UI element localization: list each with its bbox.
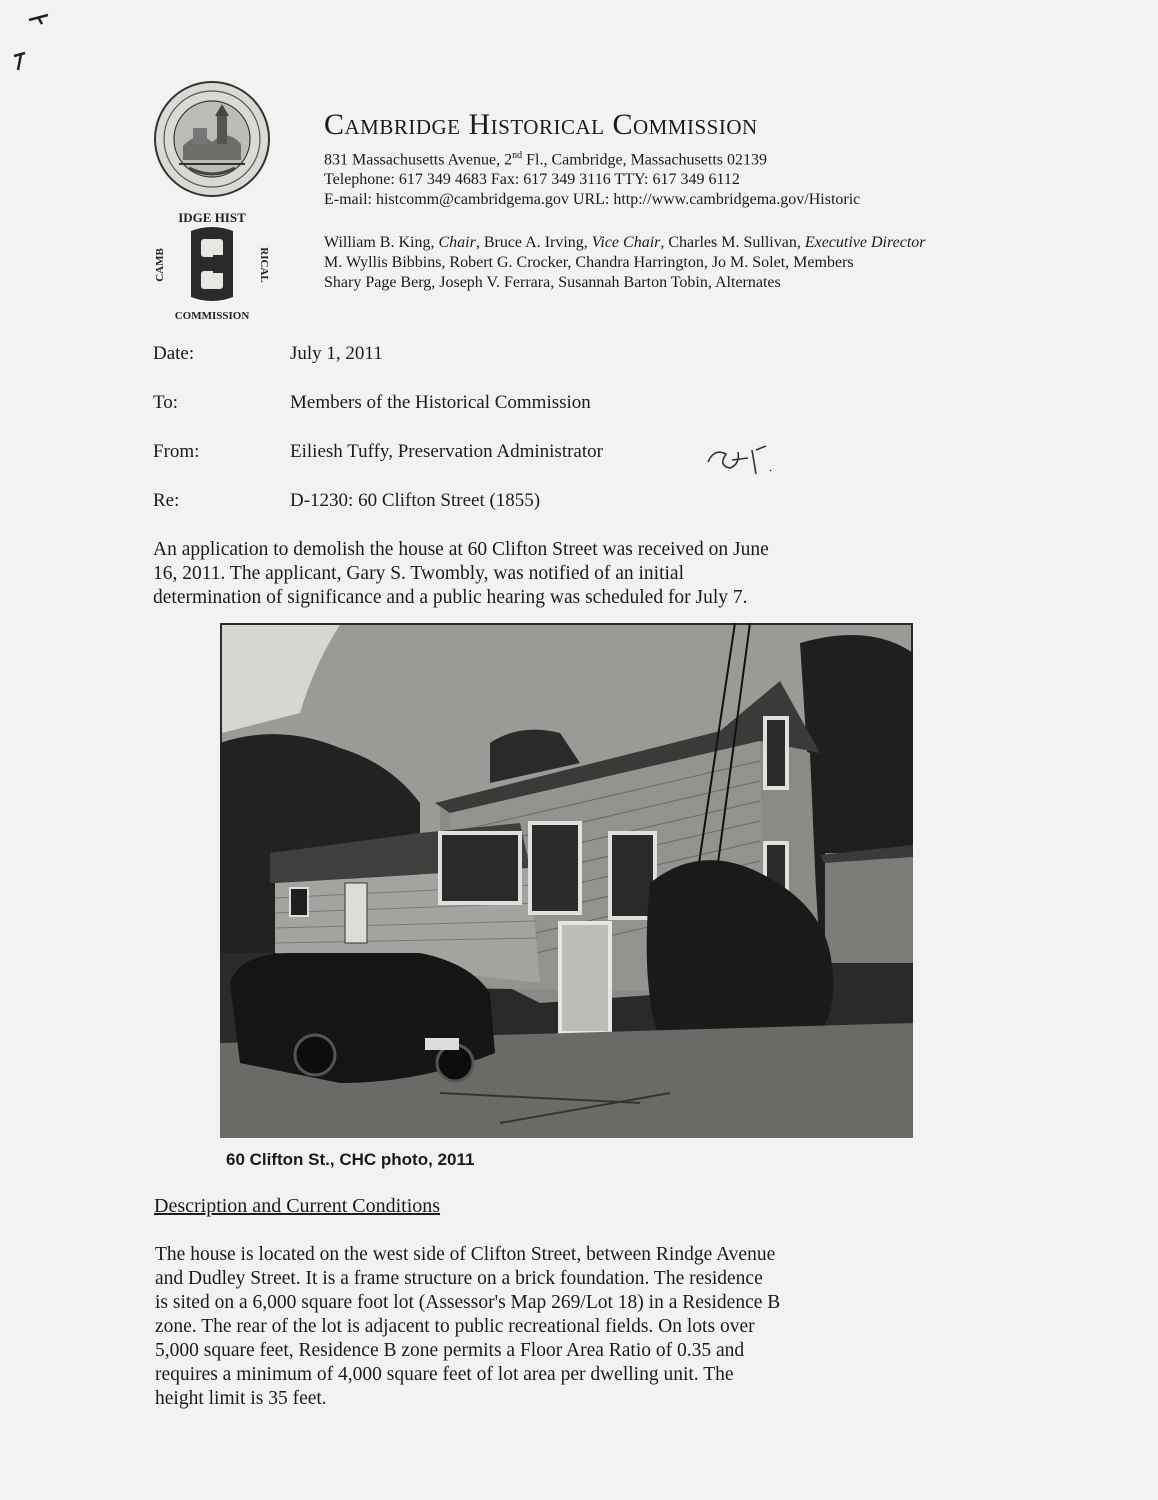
date-label: Date:: [153, 343, 195, 364]
re-value: D-1230: 60 Clifton Street (1855): [290, 490, 541, 511]
officers-line: [324, 233, 926, 253]
description-line: zone. The rear of the lot is adjacent to public recreational fields. On lots over: [155, 1316, 755, 1337]
email-url-line: E-mail: histcomm@cambridgema.gov URL: http://www.cambridgema.gov/Historic: [324, 191, 861, 209]
description-line: requires a minimum of 4,000 square feet of lot area per dwelling unit. The: [155, 1364, 734, 1385]
exec-name: , Charles M. Sullivan,: [660, 234, 805, 251]
description-line: The house is located on the west side of Clifton Street, between Rindge Avenue: [155, 1244, 776, 1265]
logo-text-top: IDGE HIST: [178, 210, 246, 225]
description-line: height limit is 35 feet.: [155, 1388, 327, 1409]
commission-logo: [153, 205, 271, 323]
photo-caption: 60 Clifton St., CHC photo, 2011: [226, 1150, 475, 1169]
from-label: From:: [153, 441, 200, 462]
phone-line: Telephone: 617 349 4683 Fax: 617 349 3116 TTY: 617 349 6112: [324, 171, 740, 189]
section-heading: Description and Current Conditions: [154, 1195, 441, 1217]
scan-mark: [28, 12, 50, 26]
intro-line: An application to demolish the house at 60 Clifton Street was received on June: [153, 539, 769, 560]
re-label: Re:: [153, 490, 180, 511]
house-photo: [220, 623, 913, 1138]
logo-text-right: RICAL: [258, 247, 270, 283]
members-block: [324, 233, 926, 293]
chair-name: William B. King,: [324, 234, 439, 251]
contact-block: [324, 146, 860, 210]
members-line: M. Wyllis Bibbins, Robert G. Crocker, Chandra Harrington, Jo M. Solet, Members: [324, 254, 854, 271]
organization-name: Cambridge Historical Commission: [324, 108, 758, 141]
address-pre: 831 Massachusetts Avenue, 2: [324, 151, 513, 169]
commission-logo-icon: [153, 205, 271, 323]
from-value: Eiliesh Tuffy, Preservation Administrator: [290, 441, 603, 462]
logo-text-left: CAMB: [154, 248, 166, 282]
description-line: 5,000 square feet, Residence B zone permits a Floor Area Ratio of 0.35 and: [155, 1340, 745, 1361]
scan-mark: [12, 50, 28, 72]
address-post: Fl., Cambridge, Massachusetts 02139: [522, 151, 767, 169]
vice-name: , Bruce A. Irving,: [475, 234, 592, 251]
alternates-line: Shary Page Berg, Joseph V. Ferrara, Susannah Barton Tobin, Alternates: [324, 274, 781, 291]
address-sup: nd: [512, 150, 523, 161]
city-seal-icon: [153, 80, 271, 198]
description-line: and Dudley Street. It is a frame structure on a brick foundation. The residence: [155, 1268, 763, 1289]
exec-role: Executive Director: [804, 234, 926, 251]
to-label: To:: [153, 392, 179, 413]
description-line: is sited on a 6,000 square foot lot (Assessor's Map 269/Lot 18) in a Residence B: [155, 1292, 781, 1313]
handwritten-initials: [700, 440, 775, 480]
date-value: July 1, 2011: [290, 343, 383, 364]
description-paragraph: [155, 1243, 985, 1411]
intro-paragraph: [153, 538, 993, 610]
intro-line: determination of significance and a public hearing was scheduled for July 7.: [153, 587, 748, 608]
to-value: Members of the Historical Commission: [290, 392, 591, 413]
intro-line: 16, 2011. The applicant, Gary S. Twombly, was notified of an initial: [153, 563, 685, 584]
address-line: [324, 146, 860, 170]
vice-role: Vice Chair: [591, 234, 661, 251]
chair-role: Chair: [438, 234, 476, 251]
logo-text-bottom: COMMISSION: [174, 310, 250, 322]
